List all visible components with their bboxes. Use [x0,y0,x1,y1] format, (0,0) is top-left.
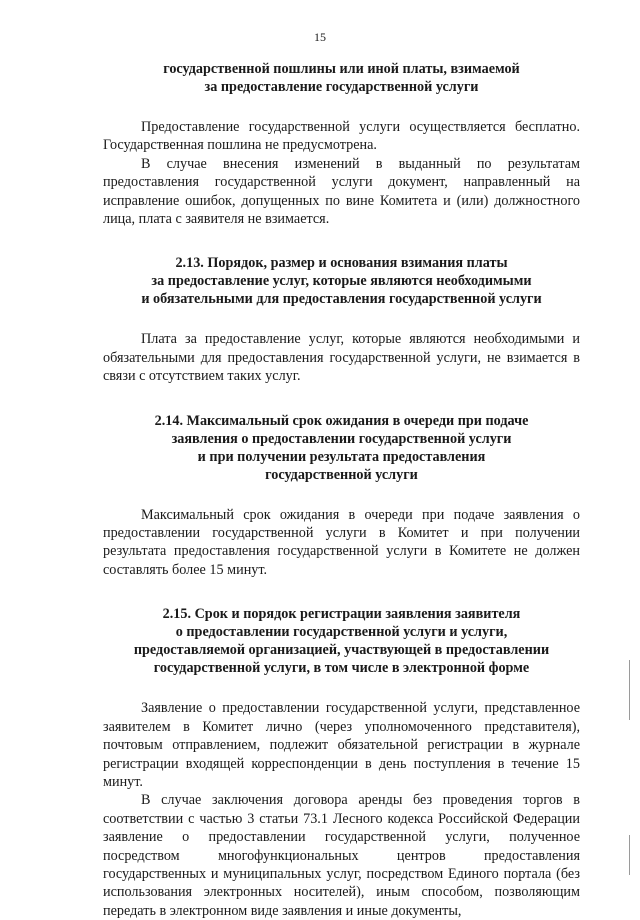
heading-line: и при получении результата предоставления [197,448,486,465]
scan-edge-mark [629,660,630,720]
paragraph: Предоставление государственной услуги осуществляется бесплатно. Государственная пошлина не предусмотрена. [103,119,580,154]
intro-heading [103,60,580,96]
heading-line: заявления о предоставлении государственной услуги [171,430,512,447]
heading-line: государственной услуги, в том числе в электронной форме [153,660,530,677]
heading-line: за предоставление услуг, которые являются необходимыми [151,273,532,290]
heading-line: государственной услуги [265,466,418,483]
heading-line: 2.13. Порядок, размер и основания взимания платы [175,255,508,272]
section-2-13-heading [103,254,580,308]
heading-line: 2.15. Срок и порядок регистрации заявления заявителя [162,606,521,623]
heading-line: предоставляемой организацией, участвующей в предоставлении [133,642,550,659]
paragraph: Максимальный срок ожидания в очереди при подаче заявления о предоставлении государственной услуги в Комитет и при получении результата предоставления государственной услуги в Комитете не должен составлять более 15 минут. [103,506,580,578]
section-2-15-heading [103,605,580,677]
document-body [103,60,580,920]
page-number: 15 [314,30,326,44]
heading-line: о предоставлении государственной услуги и услуги, [175,624,508,641]
heading-line: за предоставление государственной услуги [204,79,479,95]
paragraph: Плата за предоставление услуг, которые являются необходимыми и обязательными для предоставления государственной услуги, не взимается в связи с отсутствием таких услуг. [103,331,580,385]
paragraph: В случае внесения изменений в выданный по результатам предоставления государственной услуги документ, направленный на исправление ошибок, допущенных по вине Комитета и (или) должностного лица, плата с заявителя не взимается. [103,155,580,228]
section-2-14-heading [103,412,580,484]
heading-line: государственной пошлины или иной платы, взимаемой [163,61,520,77]
scan-edge-mark [629,835,630,875]
paragraph: В случае заключения договора аренды без проведения торгов в соответствии с частью 3 статьи 73.1 Лесного кодекса Российской Федерации заявление о предоставлении государственной услуги, полученное посредством многофункциональных центров предоставления государственных и муниципальных услуг, посредством Единого портала (без использования электронных носителей), иным способом, позволяющим передать в электронном виде заявления и иные документы, [103,792,580,919]
paragraph: Заявление о предоставлении государственной услуги, представленное заявителем в Комитет лично (через уполномоченного представителя), почтовым отправлением, подлежит обязательной регистрации в журнале регистрации входящей корреспонденции в день поступления в течение 15 минут. [103,700,580,790]
heading-line: 2.14. Максимальный срок ожидания в очереди при подаче [154,412,529,429]
heading-line: и обязательными для предоставления государственной услуги [141,291,542,308]
